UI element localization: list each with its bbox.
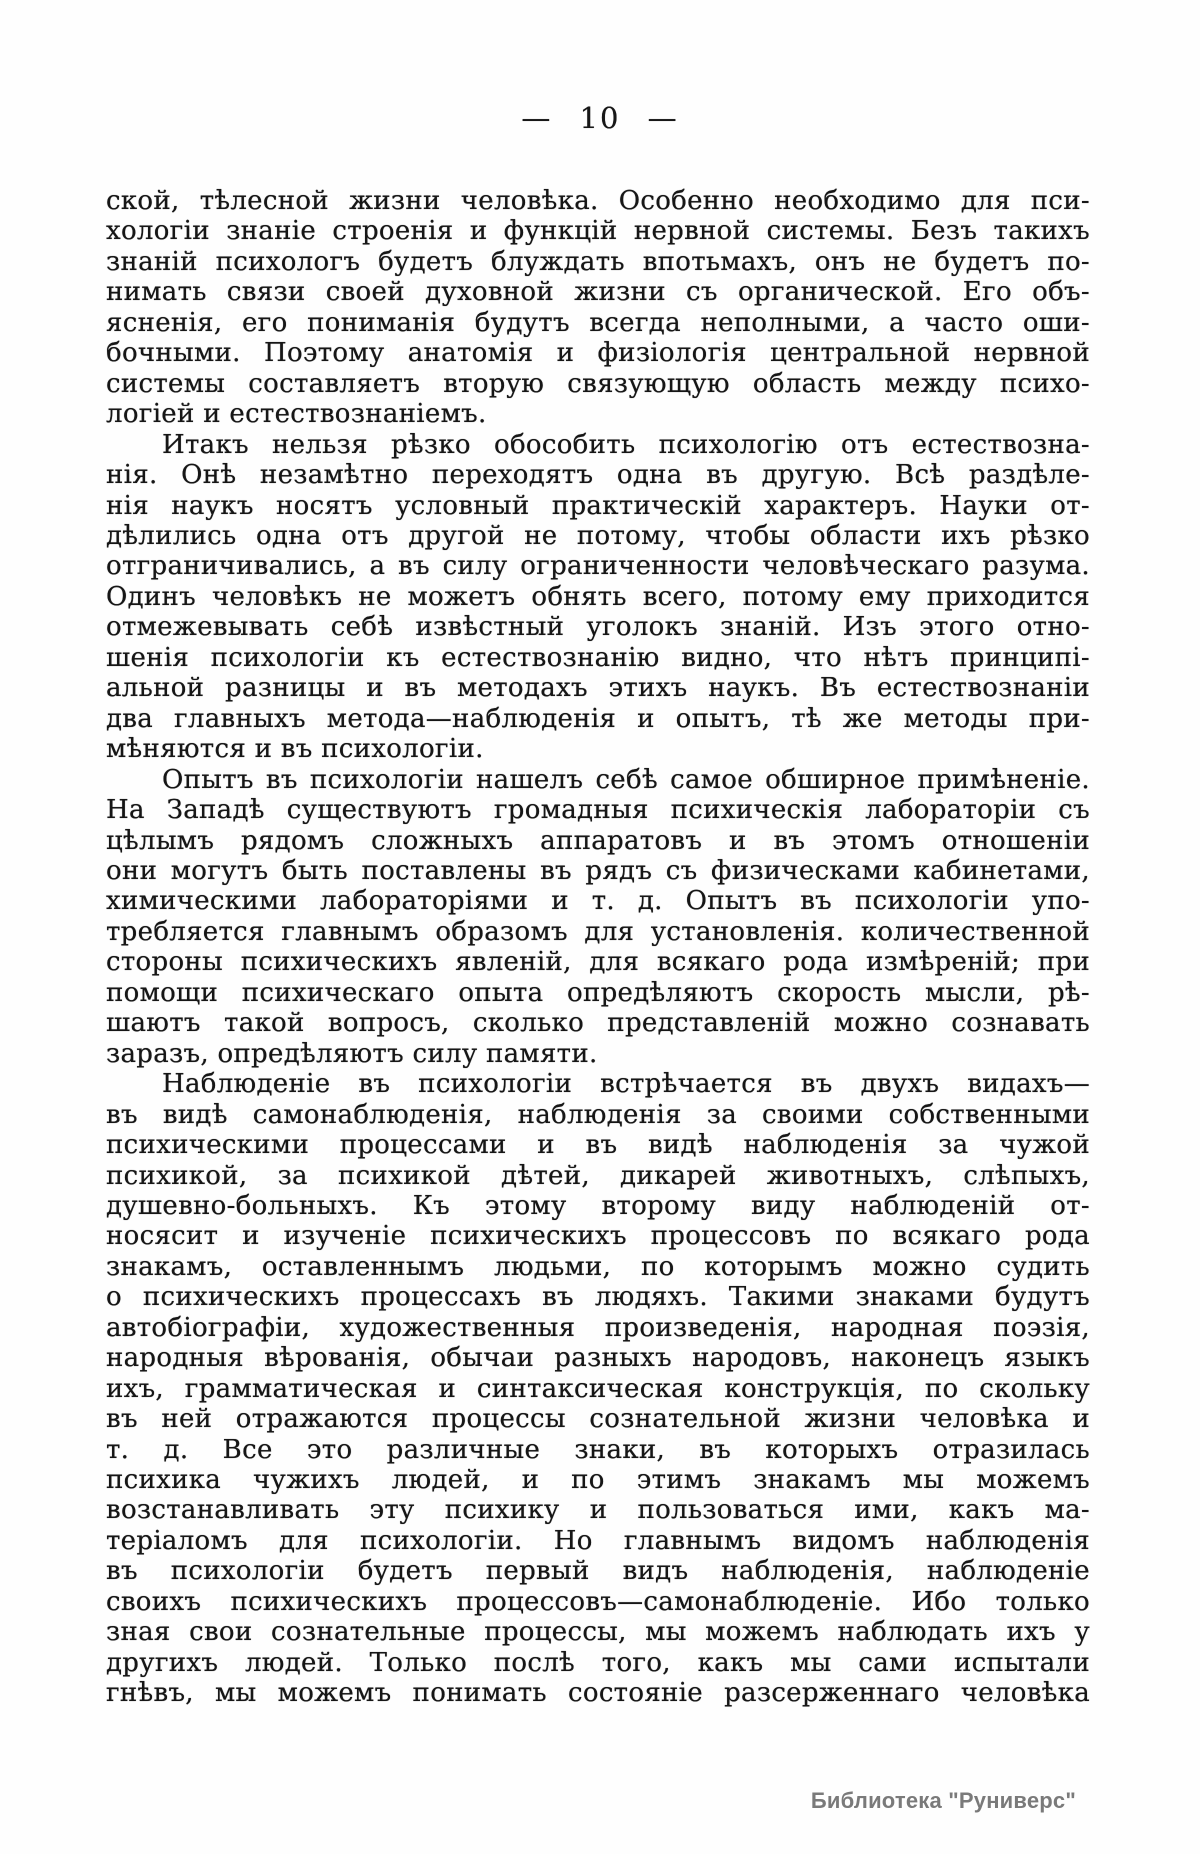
text-line: шенія психологіи къ естествознанію видно, что нѣтъ принципі- <box>106 642 1090 673</box>
paragraph <box>106 186 1090 430</box>
text-line: знаній психологъ будетъ блуждать впотьмахъ, онъ не будетъ по- <box>106 246 1090 277</box>
text-line: два главныхъ метода—наблюденія и опытъ, тѣ же методы при- <box>106 703 1090 734</box>
text-line: въ видѣ самонаблюденія, наблюденія за своими собственными <box>106 1099 1090 1130</box>
text-line: дѣлились одна отъ другой не потому, чтобы области ихъ рѣзко <box>106 520 1090 551</box>
text-line: отграничивались, а въ силу ограниченности человѣческаго разума. <box>106 551 1090 582</box>
text-line: мѣняются и въ психологіи. <box>106 734 484 765</box>
text-line: зная свои сознательные процессы, мы можемъ наблюдать ихъ у <box>106 1617 1090 1648</box>
text-line: психикой, за психикой дѣтей, дикарей животныхъ, слѣпыхъ, <box>106 1160 1090 1191</box>
paragraph <box>106 430 1090 765</box>
text-line: нимать связи своей духовной жизни съ органической. Его объ- <box>106 277 1090 308</box>
text-line: стороны психическихъ явленій, для всякаго рода измѣреній; при <box>106 947 1090 978</box>
text-line: ясненія, его пониманія будутъ всегда неполными, а часто оши- <box>106 307 1090 338</box>
text-line: ихъ, грамматическая и синтаксическая конструкція, по скольку <box>106 1373 1090 1404</box>
text-line: системы составляетъ вторую связующую область между психо- <box>106 368 1090 399</box>
text-line: возстанавливать эту психику и пользоваться ими, какъ ма- <box>106 1495 1090 1526</box>
text-line: психическими процессами и въ видѣ наблюденія за чужой <box>106 1130 1090 1161</box>
text-line: хологіи знаніе строенія и функцій нервной системы. Безъ такихъ <box>106 216 1090 247</box>
watermark: Библиотека "Руниверс" <box>810 1788 1076 1813</box>
text-line: шаютъ такой вопросъ, сколько представленій можно сознавать <box>106 1008 1090 1039</box>
text-line: о психическихъ процессахъ въ людяхъ. Такими знаками будутъ <box>106 1282 1090 1313</box>
text-line: отмежевывать себѣ извѣстный уголокъ знаній. Изъ этого отно- <box>106 612 1090 643</box>
text-line: гнѣвъ, мы можемъ понимать состояніе разсерженнаго человѣка <box>106 1678 1090 1709</box>
text-line: въ ней отражаются процессы сознательной жизни человѣка и <box>106 1404 1090 1435</box>
text-line: т. д. Все это различные знаки, въ которыхъ отразилась <box>106 1434 1090 1465</box>
paragraph <box>106 1069 1090 1709</box>
paragraph <box>106 765 1090 1070</box>
text-line: альной разницы и въ методахъ этихъ наукъ. Въ естествознаніи <box>106 673 1090 704</box>
text-line: теріаломъ для психологіи. Но главнымъ видомъ наблюденія <box>106 1525 1090 1556</box>
text-line: психика чужихъ людей, и по этимъ знакамъ мы можемъ <box>106 1465 1090 1496</box>
text-line: заразъ, опредѣляютъ силу памяти. <box>106 1038 598 1069</box>
text-line: ской, тѣлесной жизни человѣка. Особенно необходимо для пси- <box>106 186 1090 216</box>
text-line: химическими лабораторіями и т. д. Опытъ въ психологіи упо- <box>106 886 1090 917</box>
text-line: знакамъ, оставленнымъ людьми, по которымъ можно судить <box>106 1251 1090 1282</box>
text-line: цѣлымъ рядомъ сложныхъ аппаратовъ и въ этомъ отношеніи <box>106 825 1090 856</box>
text-line: требляется главнымъ образомъ для установленія. количественной <box>106 916 1090 947</box>
text-line: своихъ психическихъ процессовъ—самонаблюденіе. Ибо только <box>106 1586 1090 1617</box>
text-line: На Западѣ существуютъ громадныя психическія лабораторіи съ <box>106 795 1090 826</box>
text-line: логіей и естествознаніемъ. <box>106 399 487 430</box>
text-line: бочными. Поэтому анатомія и физіологія центральной нервной <box>106 338 1090 369</box>
text-line: душевно-больныхъ. Къ этому второму виду наблюденій от- <box>106 1190 1090 1221</box>
text-line: автобіографіи, художественныя произведенія, народная поэзія, <box>106 1312 1090 1343</box>
text-line: носясит и изученіе психическихъ процессовъ по всякаго рода <box>106 1221 1090 1252</box>
page-number: — 10 — <box>521 101 679 135</box>
text-line: помощи психическаго опыта опредѣляютъ скорость мысли, рѣ- <box>106 977 1090 1008</box>
text-line: другихъ людей. Только послѣ того, какъ мы сами испытали <box>106 1647 1090 1678</box>
text-line: Итакъ нельзя рѣзко обособить психологію отъ естествозна- <box>162 429 1090 460</box>
text-line: нія наукъ носятъ условный практическій характеръ. Науки от- <box>106 490 1090 521</box>
text-line: Одинъ человѣкъ не можетъ обнять всего, потому ему приходится <box>106 581 1090 612</box>
text-line: Наблюденіе въ психологіи встрѣчается въ двухъ видахъ— <box>162 1069 1090 1100</box>
text-line: Опытъ въ психологіи нашелъ себѣ самое обширное примѣненіе. <box>162 764 1090 795</box>
text-line: народныя вѣрованія, обычаи разныхъ народовъ, наконецъ языкъ <box>106 1343 1090 1374</box>
text-line: нія. Онѣ незамѣтно переходятъ одна въ другую. Всѣ раздѣле- <box>106 460 1090 491</box>
text-line: въ психологіи будетъ первый видъ наблюденія, наблюденіе <box>106 1556 1090 1587</box>
text-line: они могутъ быть поставлены въ рядъ съ физическами кабинетами, <box>106 855 1090 886</box>
text-block <box>106 186 1090 1709</box>
